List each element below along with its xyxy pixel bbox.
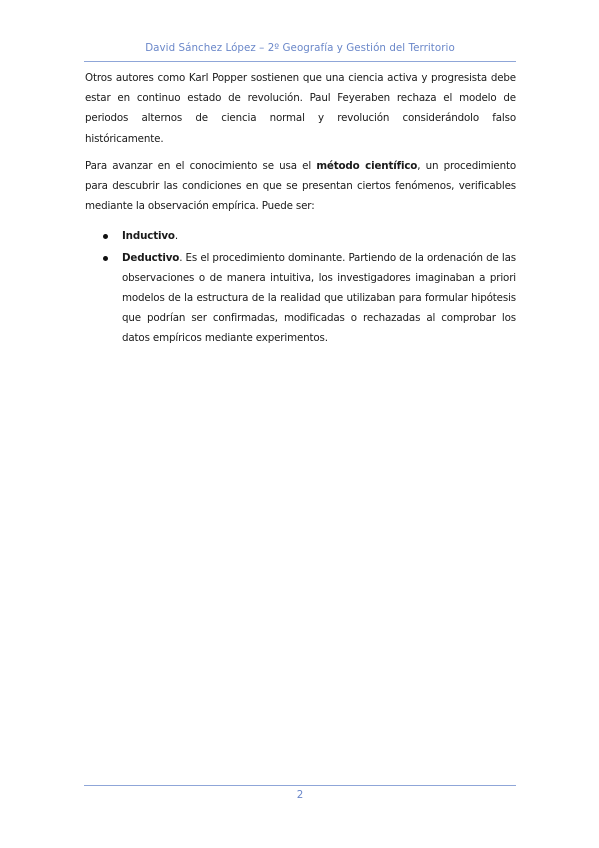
list-item-deductive [85,248,516,349]
paragraph-popper: Otros autores como Karl Popper sostienen que una ciencia activa y progresista debe estar en continuo estado de revolución. Paul Feyeraben rechaza el modelo de periodos alternos de ciencia normal y revolución considerándolo falso históricamente. [85,72,516,145]
page-header: David Sánchez López – 2º Geografía y Gestión del Territorio [145,42,455,54]
footer-divider [84,785,516,786]
list-item-term: Deductivo [122,251,180,264]
bullet-icon [103,234,108,239]
list-item-text: . [174,230,178,243]
paragraph-method-before: Para avanzar en el conocimiento se usa el [85,159,317,172]
method-term: método científico [316,159,418,172]
paragraph-method-after: , un procedimiento para descubrir las condiciones en que se presentan ciertos fenómenos, verificables mediante la observación empírica. Puede ser: [85,159,517,213]
paragraph-method [85,156,516,217]
page-number: 2 [296,789,304,801]
list-item-term: Inductivo [122,230,175,243]
header-divider [84,61,516,62]
list-item-text: . Es el procedimiento dominante. Partiendo de la ordenación de las observaciones o de manera intuitiva, los investigadores imaginaban a priori modelos de la estructura de la realidad que utilizaban para formular hipótesis que podrían ser confirmadas, modificadas o rechazadas al comprobar los datos empíricos mediante experimentos. [122,251,516,345]
document-body [85,68,516,350]
bullet-icon [103,256,108,261]
method-types-list [85,226,516,348]
list-item-inductive [85,226,516,246]
